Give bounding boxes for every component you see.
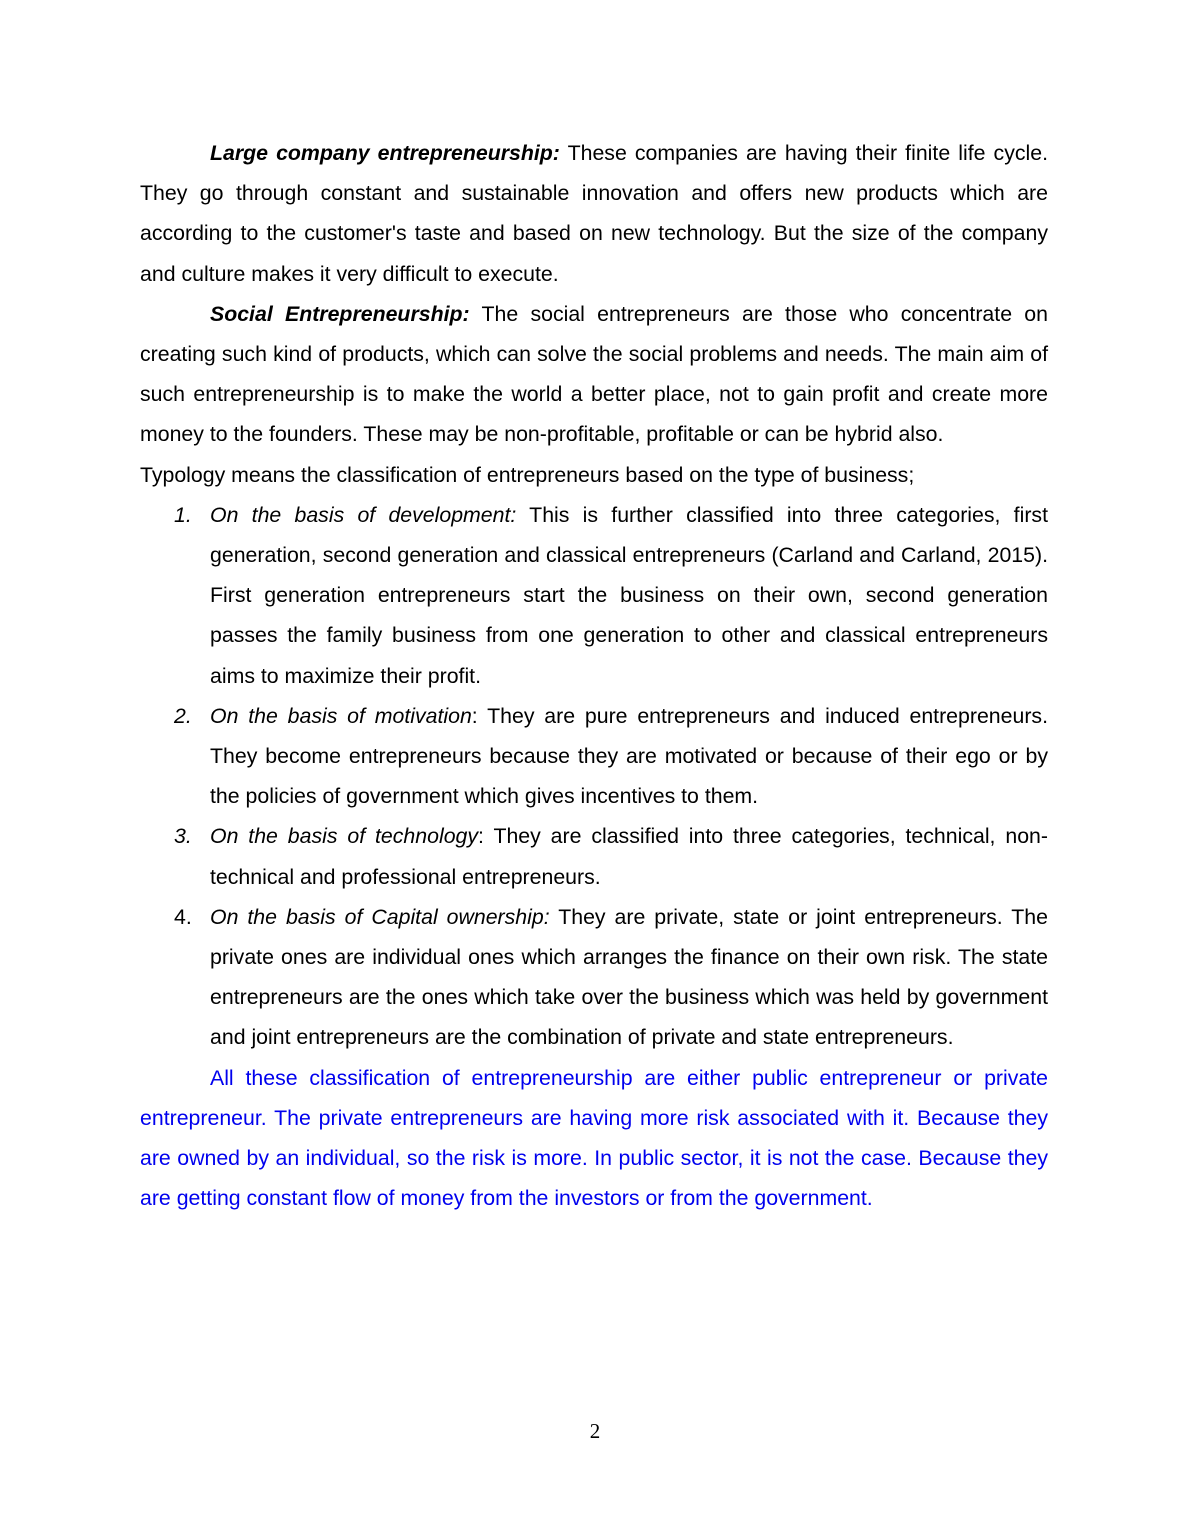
- list-number: 4.: [174, 904, 192, 929]
- paragraph-conclusion: All these classification of entrepreneurship are either public entrepreneur or private entrepreneur. The private entrepreneurs are having more risk associated with it. Because they are owned by an individual, so the risk is more. In public sector, it is not the case. Because they are getting constant flow of money from the investors or from the government.: [140, 1065, 1048, 1211]
- paragraph-large-company: [140, 133, 1048, 294]
- paragraph-typology-intro: Typology means the classification of entrepreneurs based on the type of business;: [140, 462, 915, 487]
- list-item-body: : They are classified into three categories, technical, non-technical and professional entrepreneurs.: [210, 824, 1048, 889]
- page-number: 2: [589, 1419, 601, 1443]
- list-item-title: On the basis of development:: [210, 502, 517, 527]
- body-large-company: These companies are having their finite life cycle. They go through constant and sustainable innovation and offers new products which are according to the customer's taste and based on new technology. But the size of the company and culture makes it very difficult to execute.: [140, 141, 1048, 286]
- list-item-body: This is further classified into three categories, first generation, second generation and classical entrepreneurs (Carland and Carland, 2015). First generation entrepreneurs start the business on their own, second generation passes the family business from one generation to other and classical entrepreneurs aims to maximize their profit.: [210, 502, 1048, 688]
- list-item-title: On the basis of Capital ownership:: [210, 904, 550, 929]
- document-page: [140, 133, 1048, 1218]
- list-number: 3.: [174, 824, 192, 849]
- list-item-title: On the basis of technology: [210, 824, 479, 849]
- heading-large-company: Large company entrepreneurship:: [210, 141, 560, 165]
- list-number: 2.: [174, 703, 192, 728]
- list-item: [140, 816, 1048, 896]
- body-social: The social entrepreneurs are those who concentrate on creating such kind of products, which can solve the social problems and needs. The main aim of such entrepreneurship is to make the world a better place, not to gain profit and create more money to the founders. These may be non-profitable, profitable or can be hybrid also.: [140, 301, 1048, 447]
- list-item: [140, 495, 1048, 696]
- heading-social: Social Entrepreneurship:: [210, 301, 470, 326]
- list-item: [140, 897, 1048, 1058]
- paragraph-social: [140, 294, 1048, 455]
- typology-list: [140, 495, 1048, 1058]
- list-item-body: They are private, state or joint entrepreneurs. The private ones are individual ones which arranges the finance on their own risk. The state entrepreneurs are the ones which take over the business which was held by government and joint entrepreneurs are the combination of private and state entrepreneurs.: [210, 904, 1048, 1050]
- list-number: 1.: [174, 502, 192, 527]
- list-item-title: On the basis of motivation: [210, 703, 472, 728]
- list-item-body: : They are pure entrepreneurs and induced entrepreneurs. They become entrepreneurs because they are motivated or because of their ego or by the policies of government which gives incentives to them.: [210, 703, 1048, 809]
- list-item: [140, 696, 1048, 817]
